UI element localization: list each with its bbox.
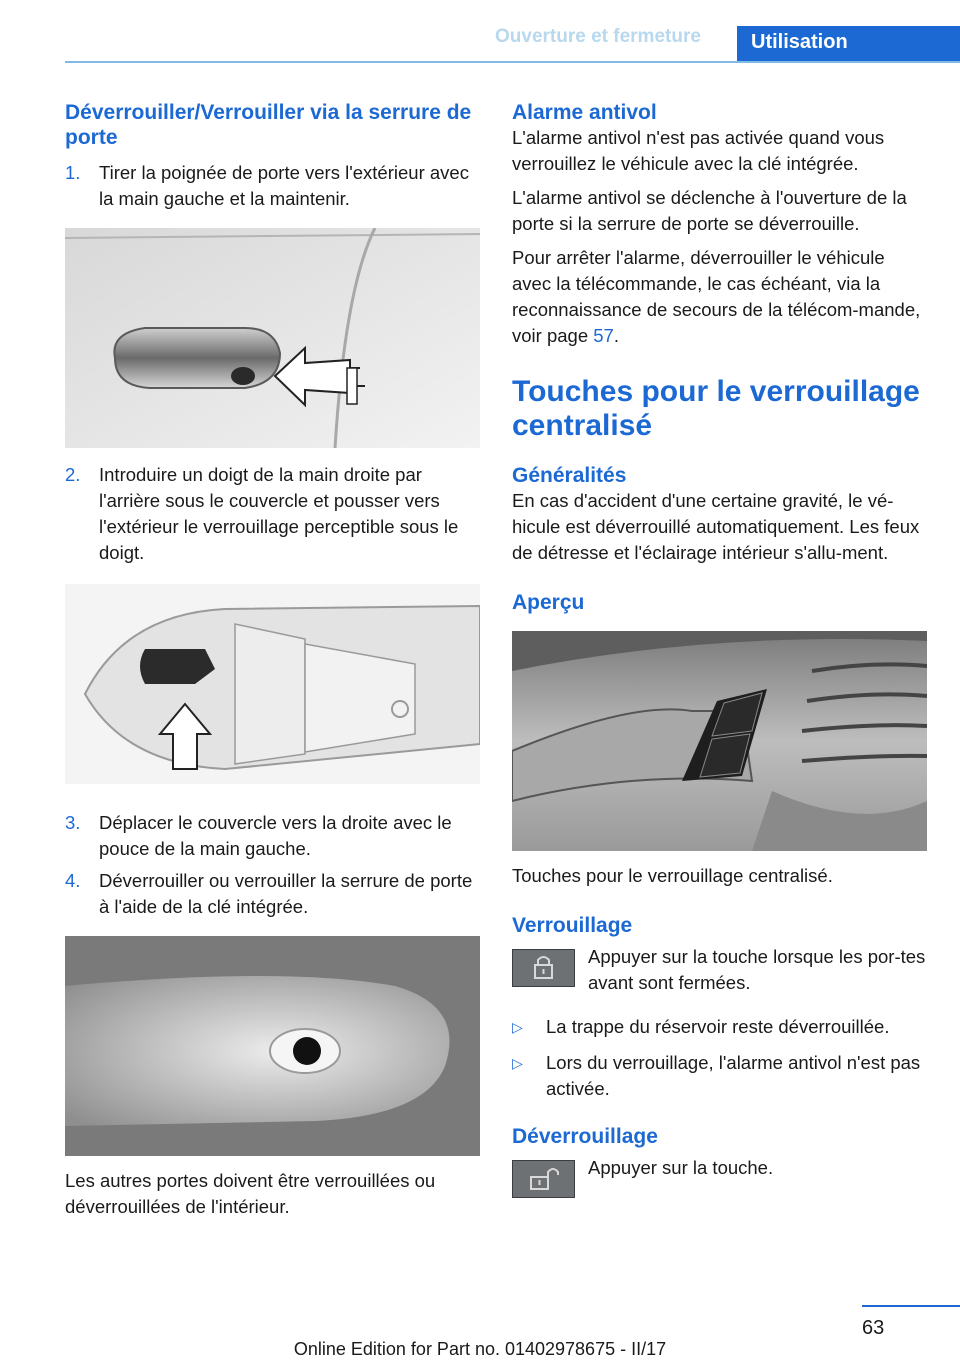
lock-cover-photo [65, 584, 480, 784]
step-number: 2. [65, 464, 81, 485]
closing-paragraph: Les autres portes doivent être verrouillées ou déverrouillées de l'intérieur. [65, 1170, 436, 1217]
alarm-paragraph-2: L'alarme antivol se déclenche à l'ouverture de la porte si la serrure de porte se déverrouille. [512, 187, 907, 234]
step-text: Déplacer le couvercle vers la droite avec le pouce de la main gauche. [99, 812, 452, 859]
photo-caption: Touches pour le verrouillage centralisé. [512, 865, 833, 886]
step-text: Introduire un doigt de la main droite par l'arrière sous le couvercle et pousser vers l'extérieur le verrouillage perceptible sous le doigt. [99, 464, 459, 563]
step-number: 4. [65, 870, 81, 891]
lock-icon [512, 949, 575, 987]
bullet-text: Lors du verrouillage, l'alarme antivol n'est pas activée. [546, 1052, 921, 1099]
alarm-paragraph-3 [512, 245, 927, 349]
overview-heading: Aperçu [512, 591, 585, 614]
step-text: Tirer la poignée de porte vers l'extérieur avec la main gauche et la maintenir. [99, 162, 469, 209]
alarm-paragraph-1: L'alarme antivol n'est pas activée quand vous verrouillez le véhicule avec la clé intégrée. [512, 127, 885, 174]
alarm-paragraph-3-text: Pour arrêter l'alarme, déverrouiller le véhicule avec la télécommande, le cas échéant, via la reconnaissance de secours de la télécom‐mande, voir page [512, 247, 921, 346]
bullet-triangle-icon: ▷ [512, 1055, 523, 1071]
header-rule [65, 61, 960, 63]
footer-rule [862, 1305, 960, 1307]
bullet-triangle-icon: ▷ [512, 1019, 523, 1035]
lock-bullet-2 [512, 1050, 927, 1102]
unlock-icon [512, 1160, 575, 1198]
right-column [512, 100, 927, 1199]
page-number: 63 [862, 1317, 885, 1339]
header-chapter-tab[interactable]: Utilisation [737, 26, 960, 62]
step-number: 3. [65, 812, 81, 833]
step-3 [65, 810, 480, 862]
bullet-text: La trappe du réservoir reste déverrouillée. [546, 1016, 890, 1037]
unlock-text: Appuyer sur la touche. [588, 1157, 774, 1178]
central-locking-heading: Touches pour le verrouillage centralisé [512, 375, 920, 442]
door-lock-heading: Déverrouiller/Verrouiller via la serrure de porte [65, 101, 472, 149]
page-link[interactable]: 57 [593, 325, 614, 346]
step-2 [65, 462, 480, 566]
lock-heading: Verrouillage [512, 914, 633, 937]
general-paragraph: En cas d'accident d'une certaine gravité, le vé‐hicule est déverrouillé automatiquement. Les feux de détresse et l'éclairage intérieur s'allu‐ment. [512, 490, 920, 563]
unlock-heading: Déverrouillage [512, 1125, 658, 1148]
alarm-heading: Alarme antivol [512, 101, 657, 124]
unlock-instruction [512, 1155, 927, 1199]
lock-bullet-1 [512, 1014, 927, 1040]
step-4 [65, 868, 480, 920]
left-column [65, 100, 480, 1220]
alarm-paragraph-3-end: . [613, 325, 619, 346]
footer-edition: Online Edition for Part no. 01402978675 - II/17 [293, 1339, 667, 1359]
key-slot-photo [65, 936, 480, 1156]
central-lock-buttons-photo [512, 631, 927, 851]
step-1 [65, 160, 480, 212]
lock-text: Appuyer sur la touche lorsque les por‐tes avant sont fermées. [588, 946, 926, 993]
step-number: 1. [65, 162, 81, 183]
step-text: Déverrouiller ou verrouiller la serrure de porte à l'aide de la clé intégrée. [99, 870, 473, 917]
door-handle-photo [65, 228, 480, 448]
lock-instruction [512, 944, 927, 996]
header-section-tab[interactable]: Ouverture et fermeture [495, 26, 701, 47]
general-heading: Généralités [512, 464, 627, 487]
